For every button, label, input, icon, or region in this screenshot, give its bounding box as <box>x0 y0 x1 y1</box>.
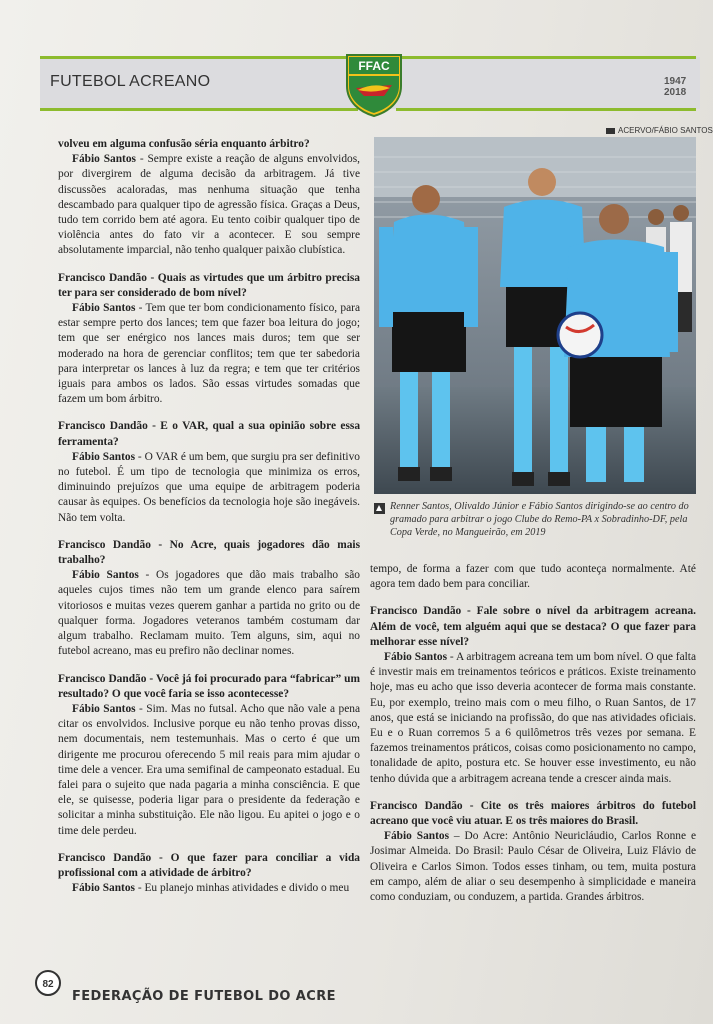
speaker-name: Fábio Santos <box>384 651 448 664</box>
paragraph-text: - O que fazer para conciliar a vida profissional com a atividade de árbitro? <box>58 851 360 879</box>
interview-answer <box>58 152 360 258</box>
year-end: 2018 <box>664 87 687 98</box>
paragraph-text: - O VAR é um bem, que surgiu pra ser definitivo no futebol. É um tipo de tecnologia que minimiza os erros, diminuindo prejuízos que uma equipe de arbitragem poderia causar às equipes. Os benefícios da tecnologia hoje são inegáveis. Não tem volta. <box>58 450 360 524</box>
speaker-name: Francisco Dandão <box>370 799 463 812</box>
paragraph-text: - Tem que ter bom condicionamento físico, para estar sempre perto dos lances; tem que fazer boa leitura do jogo; tem que ser enérgico nos lances mais duros; tem que ser moderado na hora de gerenciar conflitos; tem que ter sabedoria para interpretar os lances à luz da regra; e tem que ter critérios iguais para ambos os lados. São essas virtudes somadas que fazem um bom árbitro. <box>58 302 360 406</box>
photo-credit-text: ACERVO/FÁBIO SANTOS <box>618 126 713 135</box>
paragraph-text: - Fale sobre o nível da arbitragem acreana. Além de você, tem alguém aqui que se destaca? O que fazer para melhorar esse nível? <box>370 605 696 648</box>
section-title: FUTEBOL ACREANO <box>50 73 211 90</box>
interview-question <box>58 538 360 568</box>
svg-text:82: 82 <box>42 979 54 990</box>
interview-answer <box>370 650 696 787</box>
continued-text <box>370 562 696 592</box>
speaker-name: Francisco Dandão <box>58 851 152 864</box>
paragraph-text: – Do Acre: Antônio Neuricláudio, Carlos Ronne e Josimar Almeida. Do Brasil: Paulo César de Oliveira, Luiz Flávio de Oliveira e Carlos Simon. Todos esses tinham, ou tem, muita postura em campo, além de aliar o seu desempenho à simplicidade e maneira como conduziam, ou conduzem, a partida. Grandes árbitros. <box>370 830 696 904</box>
header-rule <box>40 56 358 59</box>
paragraph-text: volveu em alguma confusão séria enquanto árbitro? <box>58 138 310 150</box>
paragraph-text: - No Acre, quais jogadores dão mais trabalho? <box>58 538 360 567</box>
photo-credit <box>606 126 713 135</box>
interview-question <box>370 604 696 650</box>
speaker-name: Francisco Dandão <box>58 420 148 433</box>
interview-answer <box>58 301 360 407</box>
speaker-name: Fábio Santos <box>72 882 135 895</box>
speaker-name: Francisco Dandão <box>370 605 462 618</box>
speaker-name: Fábio Santos <box>72 153 136 166</box>
interview-question <box>58 271 360 301</box>
year-start: 1947 <box>664 76 687 87</box>
publication-name: FEDERAÇÃO DE FUTEBOL DO ACRE <box>72 989 336 1004</box>
continued-text <box>58 137 360 152</box>
speaker-name: Francisco Dandão <box>58 672 147 685</box>
interview-answer <box>370 829 696 905</box>
interview-answer <box>58 568 360 659</box>
speaker-name: Fábio Santos <box>72 450 136 463</box>
photo-caption <box>374 500 696 539</box>
speaker-name: Fábio Santos <box>72 702 136 715</box>
interview-question <box>58 851 360 881</box>
speaker-name: Francisco Dandão <box>58 271 147 284</box>
interview-answer <box>58 702 360 839</box>
header-rule <box>396 108 696 111</box>
speaker-name: Francisco Dandão <box>58 538 151 551</box>
camera-icon <box>606 128 615 134</box>
paragraph-text: - A arbitragem acreana tem um bom nível. O que falta é investir mais em treinamentos teóricos e práticos. Existe treinamento hoje, mas eu acho que isso deveria acontecer de forma mais constante. Eu, por exemplo, treino mais com o meu filho, o Ruan Santos, de 17 anos, que está se iniciando na profissão, do que nas atividades oficiais. Eu e o Ruan corremos 5 a 6 quilômetros três vezes por semana. E fazemos treinamentos práticos, coisas como posicionamento no campo, tonalidade de apito, postura etc. Se houver esse investimento, eu não tenho dúvida que a arbitragem acreana tende a crescer ainda mais. <box>370 651 697 785</box>
speaker-name: Fábio Santos <box>384 830 450 843</box>
left-text-column <box>58 137 360 896</box>
referees-photo <box>374 137 696 494</box>
speaker-name: Fábio Santos <box>72 302 136 315</box>
paragraph-text: - E o VAR, qual a sua opinião sobre essa ferramenta? <box>58 420 361 448</box>
interview-answer <box>58 450 360 526</box>
paragraph-text: - Eu planejo minhas atividades e divido o meu <box>134 882 350 895</box>
paragraph-text: - Você já foi procurado para “fabricar” um resultado? O que você faria se isso acontecesse? <box>58 672 360 700</box>
photo-caption-text: Renner Santos, Olivaldo Júnior e Fábio Santos dirigindo-se ao centro do gramado para arbitrar o jogo Clube do Remo-PA x Sobradinho-DF, pela Copa Verde, no Mangueirão, em 2019 <box>390 501 689 538</box>
ffac-shield-logo <box>344 52 404 118</box>
caption-triangle-icon <box>374 503 385 514</box>
header-rule <box>396 56 696 59</box>
paragraph-text: - Sim. Mas no futsal. Acho que não vale a pena citar os envolvidos. Inclusive porque eu não tenho provas disso, nem documentais, nem testemunhais. Mas o certo é que um dirigente me procurou oferecendo 5 mil reais para mim ajudar o time dele a vencer. Era uma semifinal de campeonato estadual. Eu falei para o sujeito que nada pagaria a minha consciência. E que ele, se quisesse, poderia ligar para o presidente da federação e solicitar a minha substituição. Ele não ligou. Eu apitei o jogo e o time dele perdeu. <box>58 702 361 837</box>
interview-answer <box>58 881 360 896</box>
interview-question <box>58 672 360 702</box>
interview-question <box>370 799 696 829</box>
paragraph-text: - Quais as virtudes que um árbitro precisa ter para ser considerado de bom nível? <box>58 271 360 299</box>
anniversary-years <box>664 76 686 98</box>
paragraph-text: - Os jogadores que dão mais trabalho são aqueles cujos times não tem um grande elenco para saírem vitoriosos e muitas vezes querem ganhar a partida no grito ou de qualquer forma. Jogadores veteranos também costumam dar algum trabalho. Reclamam muito. Tem alguns, sim, aqui no futebol acreano, mas eu prefiro não declinar nomes. <box>58 569 360 658</box>
svg-text:FFAC: FFAC <box>358 59 390 73</box>
interview-question <box>58 419 360 449</box>
page-number-badge <box>34 969 62 997</box>
speaker-name: Fábio Santos <box>72 569 139 582</box>
right-text-column <box>370 562 696 905</box>
header-rule <box>40 108 358 111</box>
paragraph-text: - Cite os três maiores árbitros do futebol acreano que você viu atuar. E os três maiores do Brasil. <box>370 799 696 828</box>
paragraph-text: - Sempre existe a reação de alguns envolvidos, por divergirem de alguma decisão da arbitragem. Já tive discussões acaloradas, mas nenhuma situação que tenha descambado para qualquer tipo de agressão física. Graças a Deus, tudo tem corrido bem até agora. Eu tento coibir qualquer tipo de violência antes do fato vir a acontecer. E sou sempre absolutamente imparcial, não tenho qualquer paixão clubística. <box>58 153 360 257</box>
paragraph-text: tempo, de forma a fazer com que tudo aconteça normalmente. Até agora tem dado bem para conciliar. <box>370 563 696 591</box>
